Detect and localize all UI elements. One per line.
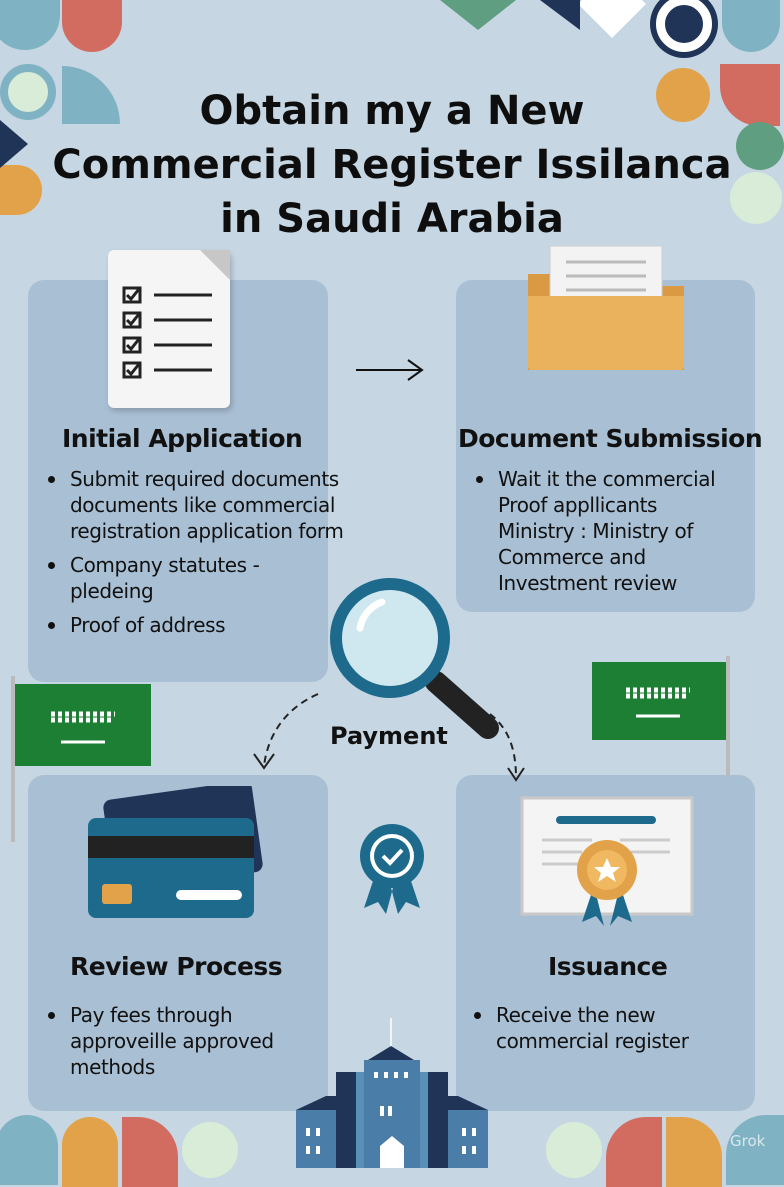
title-line: Commercial Register Issilanca [52,142,732,188]
decor-shape [546,1122,602,1178]
government-building-icon [296,1018,488,1172]
saudi-flag-icon [15,684,151,766]
saudi-flag-icon [592,662,726,740]
title-line: Obtain my a New [199,88,585,134]
decor-shape [182,1122,238,1178]
step-bullets [474,466,734,604]
certificate-icon [520,796,694,936]
decor-shape [0,1115,58,1185]
decor-circle [656,0,712,52]
bullet-item: Pay fees through approveille approved methods [46,1002,286,1080]
flag-pole [726,656,730,776]
step-bullets [46,466,346,646]
decor-shape [666,1117,722,1187]
bullet-item: Submit required documents documents like commercial registration application form [46,466,346,544]
arrow-right-icon [354,356,426,390]
dashed-arrow-left [250,690,330,780]
title-line: in Saudi Arabia [220,196,564,242]
decor-shape [62,1117,118,1187]
checklist-icon [108,250,230,408]
step-heading: Initial Application [62,424,303,453]
watermark: Grok [730,1132,766,1150]
bullet-item: Receive the new commercial register [472,1002,712,1054]
step-heading: Issuance [548,952,668,981]
step-heading: Document Submission [458,424,763,453]
decor-triangle [540,0,580,30]
decor-diamond [578,0,646,38]
bullet-item: Proof of address [46,612,346,638]
decor-circle [62,0,122,52]
step-bullets [472,1002,712,1062]
bullet-item: Company statutes - pledeing [46,552,276,604]
decor-shape [606,1117,662,1187]
decor-shape [122,1117,178,1187]
dashed-arrow-right [484,710,534,790]
verified-badge-icon [356,822,428,922]
credit-card-icon [86,786,266,926]
payment-label: Payment [330,722,448,750]
decor-triangle [440,0,516,30]
page-title [0,84,784,246]
decor-circle [0,0,60,50]
step-bullets [46,1002,286,1088]
decor-shape [726,1115,784,1185]
bullet-item: Wait it the commercial Proof appllicants Ministry : Ministry of Commerce and Investment review [474,466,734,596]
decor-circle [722,0,780,52]
folder-icon [526,244,686,370]
step-heading: Review Process [70,952,283,981]
